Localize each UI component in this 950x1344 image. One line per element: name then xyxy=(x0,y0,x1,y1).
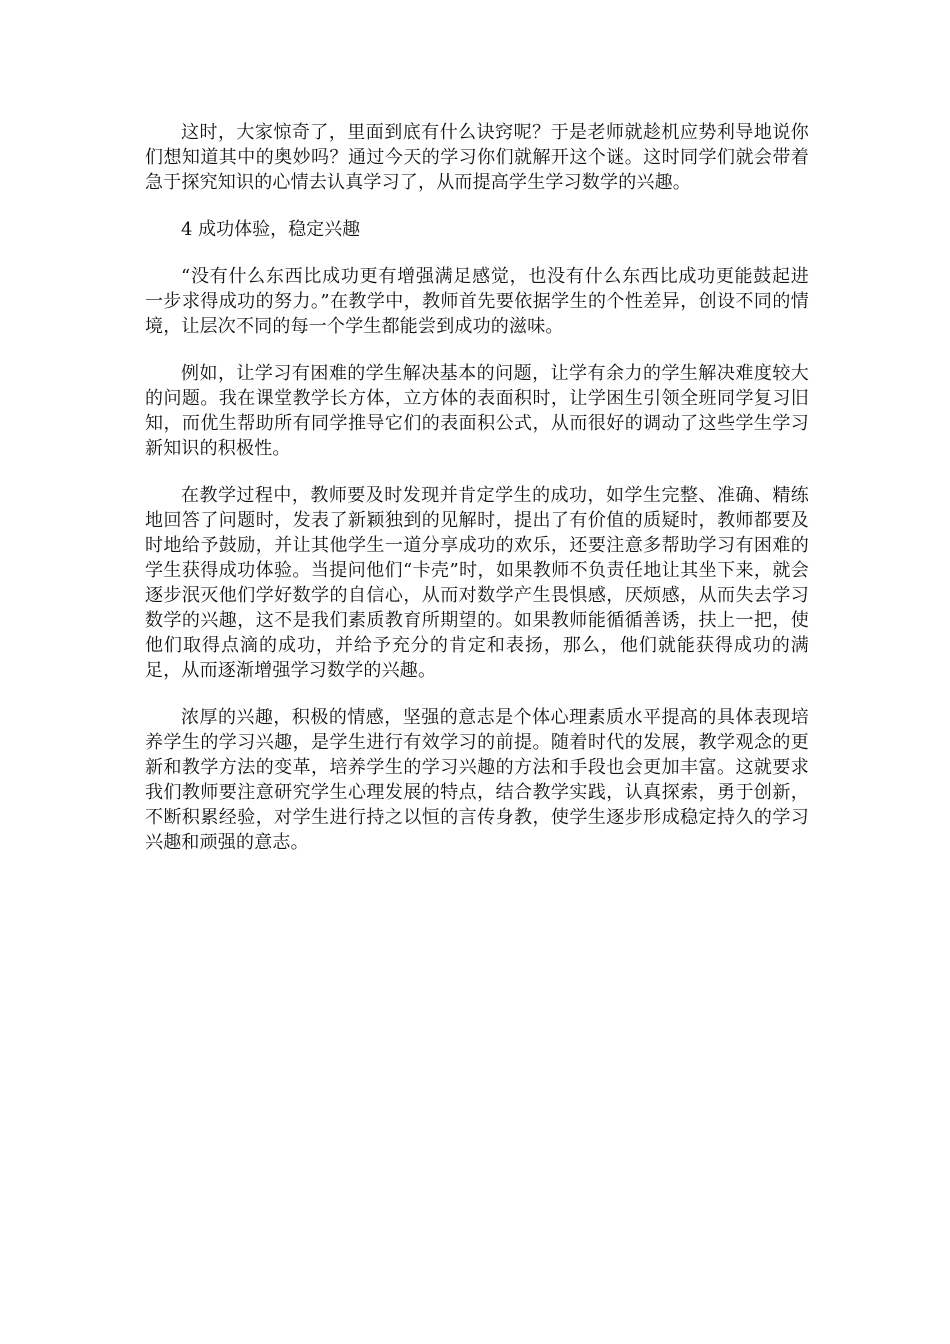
section-heading: 4 成功体验，稳定兴趣 xyxy=(181,219,361,240)
paragraph-intro: 这时，大家惊奇了，里面到底有什么诀窍呢？于是老师就趁机应势利导地说你们想知道其中的奥妙吗？通过今天的学习你们就解开这个谜。这时同学们就会带着急于探究知识的心情去认真学习了，从而提高学生学习数学的兴趣。 xyxy=(145,122,809,193)
paragraph-conclusion: 浓厚的兴趣，积极的情感，坚强的意志是个体心理素质水平提高的具体表现培养学生的学习兴趣，是学生进行有效学习的前提。随着时代的发展，教学观念的更新和教学方法的变革，培养学生的学习兴趣的方法和手段也会更加丰富。这就要求我们教师要注意研究学生心理发展的特点，结合教学实践，认真探索，勇于创新，不断积累经验，对学生进行持之以恒的言传身教，使学生逐步形成稳定持久的学习兴趣和顽强的意志。 xyxy=(145,707,809,853)
document-body xyxy=(145,120,809,877)
paragraph-quote: “没有什么东西比成功更有增强满足感觉，也没有什么东西比成功更能鼓起进一步求得成功的努力。”在教学中，教师首先要依据学生的个性差异，创设不同的情境，让层次不同的每一个学生都能尝到成功的滋味。 xyxy=(145,266,809,337)
paragraph-example: 例如，让学习有困难的学生解决基本的问题，让学有余力的学生解决难度较大的问题。我在课堂教学长方体，立方体的表面积时，让学困生引领全班同学复习旧知，而优生帮助所有同学推导它们的表面积公式，从而很好的调动了这些学生学习新知识的积极性。 xyxy=(145,363,809,459)
paragraph-teaching-process: 在教学过程中，教师要及时发现并肯定学生的成功，如学生完整、准确、精练地回答了问题时，发表了新颖独到的见解时，提出了有价值的质疑时，教师都要及时地给予鼓励，并让其他学生一道分享成功的欢乐，还要注意多帮助学习有困难的学生获得成功体验。当提问他们“卡壳”时，如果教师不负责任地让其坐下来，就会逐步泯灭他们学好数学的自信心，从而对数学产生畏惧感，厌烦感，从而失去学习数学的兴趣，这不是我们素质教育所期望的。如果教师能循循善诱，扶上一把，使他们取得点滴的成功，并给予充分的肯定和表扬，那么，他们就能获得成功的满足，从而逐渐增强学习数学的兴趣。 xyxy=(145,485,809,681)
